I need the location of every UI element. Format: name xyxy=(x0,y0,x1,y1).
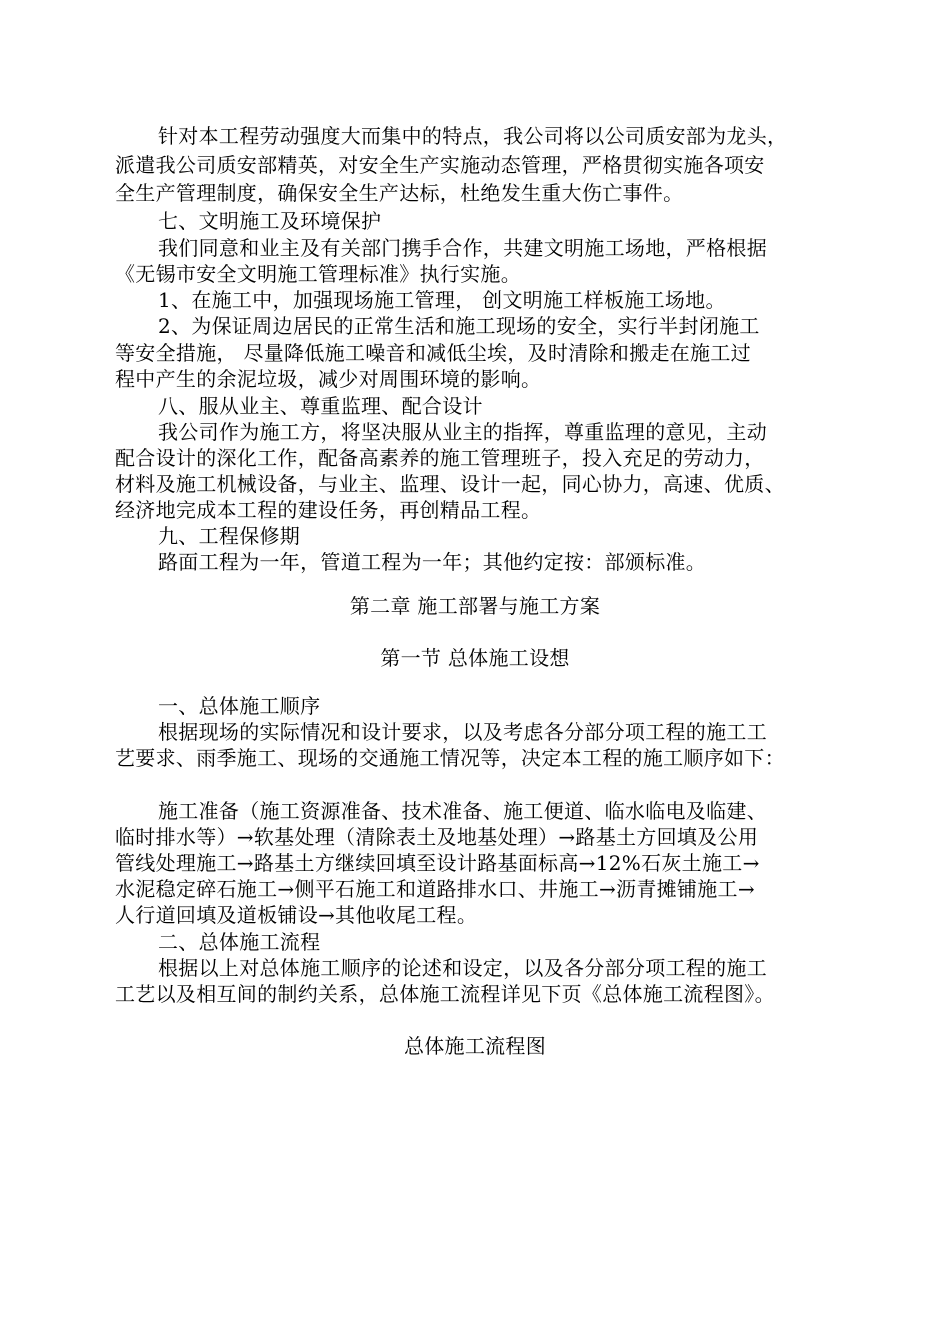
paragraph-line: 经济地完成本工程的建设任务，再创精品工程。 xyxy=(115,498,542,522)
paragraph-line: 针对本工程劳动强度大而集中的特点，我公司将以公司质安部为龙头， xyxy=(158,124,788,148)
paragraph-line: 等安全措施， 尽量降低施工噪音和减低尘埃，及时清除和搬走在施工过 xyxy=(115,341,751,365)
paragraph-line: 水泥稳定碎石施工→侧平石施工和道路排水口、井施工→沥青摊铺施工→ xyxy=(115,877,755,901)
paragraph-line: 我公司作为施工方，将坚决服从业主的指挥，尊重监理的意见，主动 xyxy=(158,420,767,444)
paragraph-line: 程中产生的余泥垃圾，减少对周围环境的影响。 xyxy=(115,367,542,391)
paragraph-line: 《无锡市安全文明施工管理标准》执行实施。 xyxy=(115,262,521,286)
paragraph-line: 根据以上对总体施工顺序的论述和设定，以及各分部分项工程的施工 xyxy=(158,956,767,980)
paragraph-line: 配合设计的深化工作，配备高素养的施工管理班子，投入充足的劳动力， xyxy=(115,446,765,470)
section-heading: 七、文明施工及环境保护 xyxy=(158,209,382,233)
section-heading: 九、工程保修期 xyxy=(158,524,301,548)
paragraph-line: 路面工程为一年，管道工程为一年；其他约定按：部颁标准。 xyxy=(158,550,707,574)
chapter-title: 第二章 施工部署与施工方案 xyxy=(349,594,601,618)
paragraph-line: 工艺以及相互间的制约关系，总体施工流程详见下页《总体施工流程图》。 xyxy=(115,982,775,1006)
paragraph-line: 施工准备（施工资源准备、技术准备、施工便道、临水临电及临建、 xyxy=(158,799,767,823)
section-heading: 八、服从业主、尊重监理、配合设计 xyxy=(158,394,483,418)
paragraph-line: 人行道回填及道板铺设→其他收尾工程。 xyxy=(115,903,478,927)
paragraph-line: 管线处理施工→路基土方继续回填至设计路基面标高→12%石灰土施工→ xyxy=(115,851,760,875)
figure-title: 总体施工流程图 xyxy=(403,1034,547,1058)
paragraph-line: 我们同意和业主及有关部门携手合作，共建文明施工场地，严格根据 xyxy=(158,236,767,260)
paragraph-line: 艺要求、雨季施工、现场的交通施工情况等，决定本工程的施工顺序如下： xyxy=(115,746,785,770)
section-heading: 一、总体施工顺序 xyxy=(158,694,321,718)
paragraph-line: 临时排水等）→软基处理（清除表土及地基处理）→路基土方回填及公用 xyxy=(115,825,759,849)
paragraph-line: 派遣我公司质安部精英，对安全生产实施动态管理，严格贯彻实施各项安 xyxy=(115,153,765,177)
list-item: 1、在施工中，加强现场施工管理， 创文明施工样板施工场地。 xyxy=(158,288,726,312)
paragraph-line: 根据现场的实际情况和设计要求，以及考虑各分部分项工程的施工工 xyxy=(158,720,767,744)
paragraph-line: 材料及施工机械设备，与业主、监理、设计一起，同心协力，高速、优质、 xyxy=(115,472,785,496)
paragraph-line: 全生产管理制度，确保安全生产达标，杜绝发生重大伤亡事件。 xyxy=(115,181,684,205)
section-heading: 二、总体施工流程 xyxy=(158,930,321,954)
section-title: 第一节 总体施工设想 xyxy=(380,646,570,670)
list-item: 2、为保证周边居民的正常生活和施工现场的安全，实行半封闭施工 xyxy=(158,314,760,338)
